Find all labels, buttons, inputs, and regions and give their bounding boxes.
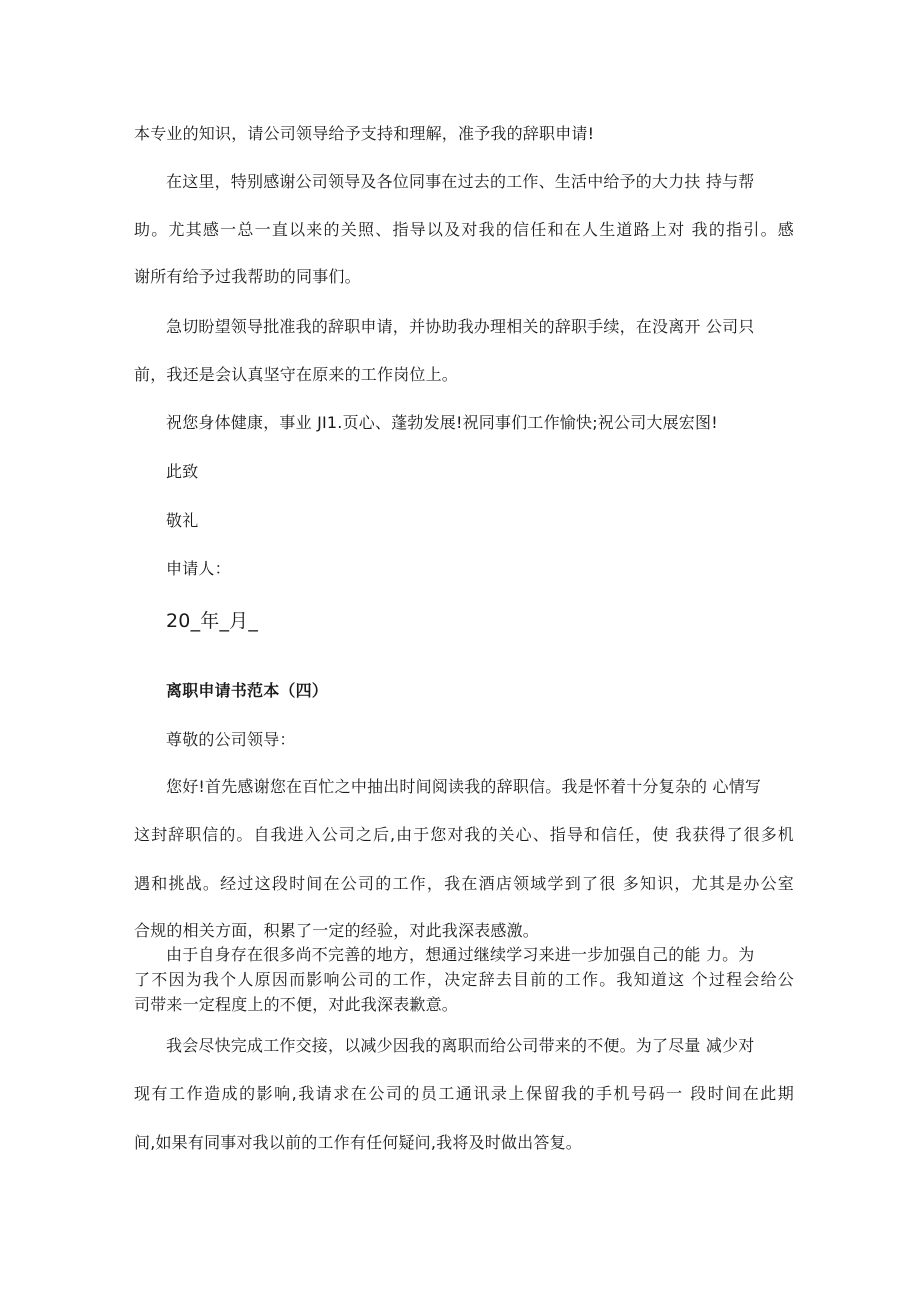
paragraph-line: 司带来一定程度上的不便，对此我深表歉意。 (134, 995, 459, 1014)
greeting: 尊敬的公司领导： (166, 730, 296, 749)
date-line: 20_年_月_ (166, 610, 259, 632)
paragraph-line: 祝您身体健康，事业 JI1.页心、蓬勃发展!祝同事们工作愉快;祝公司大展宏图! (166, 413, 718, 432)
closing-regards: 敬礼 (166, 511, 199, 530)
paragraph-line: 急切盼望领导批准我的辞职申请，并协助我办理相关的辞职手续，在没离开 公司只 (166, 317, 755, 336)
paragraph-line: 谢所有给予过我帮助的同事们。 (134, 267, 361, 286)
paragraph-line: 在这里，特别感谢公司领导及各位同事在过去的工作、生活中给予的大力扶 持与帮 (166, 172, 755, 191)
paragraph-line: 间,如果有同事对我以前的工作有任何疑问,我将及时做出答复。 (134, 1133, 582, 1152)
paragraph-line: 由于自身存在很多尚不完善的地方，想通过继续学习来进一步加强自己的能 力。为 (166, 945, 755, 964)
paragraph-line: 遇和挑战。经过这段时间在公司的工作，我在酒店领域学到了很 多知识，尤其是办公室 (134, 874, 794, 893)
paragraph-line: 现有工作造成的影响,我请求在公司的员工通讯录上保留我的手机号码一 段时间在此期 (134, 1084, 794, 1103)
paragraph-line: 这封辞职信的。自我进入公司之后,由于您对我的关心、指导和信任，使 我获得了很多机 (134, 825, 794, 844)
paragraph-line: 合规的相关方面，积累了一定的经验，对此我深表感激。 (134, 921, 540, 940)
paragraph-line: 助。尤其感一总一直以来的关照、指导以及对我的信任和在人生道路上对 我的指引。感 (134, 220, 794, 239)
section-title: 离职申请书范本（四） (166, 681, 329, 700)
closing-salutation: 此致 (166, 462, 199, 481)
paragraph-line: 了不因为我个人原因而影响公司的工作，决定辞去目前的工作。我知道这 个过程会给公 (134, 970, 794, 989)
paragraph-line: 您好!首先感谢您在百忙之中抽出时间阅读我的辞职信。我是怀着十分复杂的 心情写 (166, 777, 762, 796)
applicant-label: 申请人： (166, 559, 231, 578)
paragraph-line: 本专业的知识，请公司领导给予支持和理解，准予我的辞职申请! (134, 124, 595, 143)
paragraph-line: 我会尽快完成工作交接，以减少因我的离职而给公司带来的不便。为了尽量 减少对 (166, 1036, 755, 1055)
paragraph-line: 前，我还是会认真坚守在原来的工作岗位上。 (134, 365, 459, 384)
